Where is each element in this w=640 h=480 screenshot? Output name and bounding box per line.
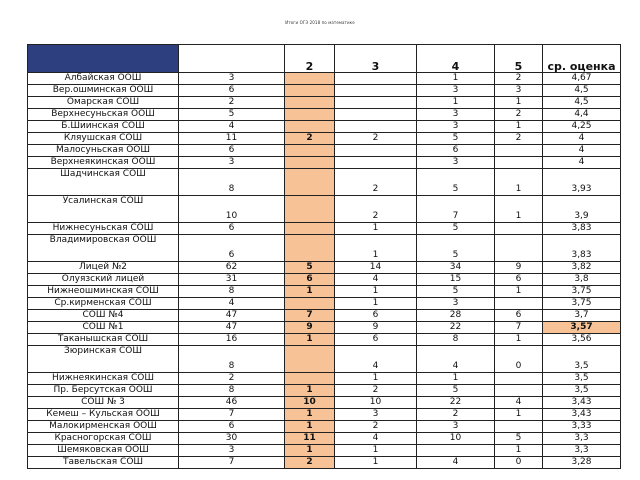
table-row <box>28 133 621 145</box>
grade-4-cell: 1 <box>417 373 495 385</box>
total-cell: 8 <box>179 385 285 397</box>
school-name-cell: Ср.кирменская СОШ <box>28 298 179 310</box>
grade-3-cell: 2 <box>335 421 417 433</box>
table-row <box>28 145 621 157</box>
average-cell: 4,5 <box>543 85 621 97</box>
grade-2-cell <box>285 373 335 385</box>
school-name-cell: Нижнеошминская СОШ <box>28 286 179 298</box>
grade-5-cell <box>495 421 543 433</box>
grade-4-cell: 28 <box>417 310 495 322</box>
table-row <box>28 433 621 445</box>
header-grade-3: 3 <box>335 45 417 73</box>
grade-2-cell: 1 <box>285 334 335 346</box>
header-average: ср. оценка <box>543 45 621 73</box>
grade-5-cell: 2 <box>495 109 543 121</box>
school-name-cell: Тавельская СОШ <box>28 457 179 469</box>
table-row <box>28 235 621 262</box>
school-name-cell: Шемяковская ООШ <box>28 445 179 457</box>
grade-5-cell <box>495 235 543 262</box>
grade-3-cell: 1 <box>335 286 417 298</box>
average-cell: 3,75 <box>543 286 621 298</box>
grade-4-cell: 4 <box>417 457 495 469</box>
table-row <box>28 121 621 133</box>
grade-5-cell <box>495 298 543 310</box>
grade-4-cell: 34 <box>417 262 495 274</box>
average-cell: 3,9 <box>543 196 621 223</box>
table-row <box>28 169 621 196</box>
grade-4-cell: 5 <box>417 169 495 196</box>
total-cell: 2 <box>179 97 285 109</box>
grade-2-cell: 1 <box>285 421 335 433</box>
grade-5-cell: 7 <box>495 322 543 334</box>
grade-5-cell: 2 <box>495 133 543 145</box>
total-cell: 6 <box>179 235 285 262</box>
table-row <box>28 262 621 274</box>
total-cell: 4 <box>179 121 285 133</box>
grade-2-cell <box>285 235 335 262</box>
school-name-cell: Омарская СОШ <box>28 97 179 109</box>
grade-5-cell: 6 <box>495 310 543 322</box>
grade-2-cell <box>285 346 335 373</box>
grade-3-cell: 9 <box>335 322 417 334</box>
grade-5-cell: 6 <box>495 274 543 286</box>
grade-3-cell: 1 <box>335 235 417 262</box>
grade-3-cell: 2 <box>335 385 417 397</box>
grade-5-cell: 3 <box>495 85 543 97</box>
grade-4-cell: 5 <box>417 235 495 262</box>
grade-4-cell: 3 <box>417 121 495 133</box>
grade-2-cell: 1 <box>285 445 335 457</box>
grade-4-cell: 5 <box>417 286 495 298</box>
grade-4-cell: 1 <box>417 97 495 109</box>
school-name-cell: Малосуньская ООШ <box>28 145 179 157</box>
grade-2-cell <box>285 109 335 121</box>
table-row <box>28 298 621 310</box>
grade-5-cell <box>495 385 543 397</box>
grade-5-cell: 0 <box>495 457 543 469</box>
grade-3-cell: 4 <box>335 346 417 373</box>
school-name-cell: Вер.ошминская ООШ <box>28 85 179 97</box>
grade-4-cell: 3 <box>417 85 495 97</box>
header-school <box>28 45 179 73</box>
school-name-cell: Лицей №2 <box>28 262 179 274</box>
grade-4-cell: 10 <box>417 433 495 445</box>
grade-4-cell: 5 <box>417 385 495 397</box>
table-row <box>28 109 621 121</box>
grade-2-cell <box>285 97 335 109</box>
header-grade-5: 5 <box>495 45 543 73</box>
grade-4-cell: 3 <box>417 421 495 433</box>
school-name-cell: Красногорская СОШ <box>28 433 179 445</box>
grade-4-cell: 3 <box>417 298 495 310</box>
page-title: Итоги ОГЭ 2018 по математике <box>285 20 355 25</box>
grade-2-cell <box>285 196 335 223</box>
total-cell: 46 <box>179 397 285 409</box>
average-cell: 3,83 <box>543 223 621 235</box>
header-grade-4: 4 <box>417 45 495 73</box>
total-cell: 6 <box>179 421 285 433</box>
table-row <box>28 421 621 433</box>
grade-3-cell: 4 <box>335 274 417 286</box>
school-name-cell: Усалинская СОШ <box>28 196 179 223</box>
grade-2-cell: 9 <box>285 322 335 334</box>
table-row <box>28 223 621 235</box>
total-cell: 3 <box>179 73 285 85</box>
average-cell: 3,3 <box>543 445 621 457</box>
average-cell: 3,28 <box>543 457 621 469</box>
grade-3-cell: 1 <box>335 298 417 310</box>
school-name-cell: Владимировская ООШ <box>28 235 179 262</box>
grade-4-cell: 6 <box>417 145 495 157</box>
grade-3-cell <box>335 85 417 97</box>
total-cell: 16 <box>179 334 285 346</box>
average-cell: 3,57 <box>543 322 621 334</box>
table-row <box>28 157 621 169</box>
header-total <box>179 45 285 73</box>
total-cell: 2 <box>179 373 285 385</box>
grade-3-cell: 6 <box>335 310 417 322</box>
grade-5-cell <box>495 157 543 169</box>
average-cell: 3,8 <box>543 274 621 286</box>
grade-5-cell: 1 <box>495 445 543 457</box>
school-name-cell: Таканышская СОШ <box>28 334 179 346</box>
grade-5-cell: 4 <box>495 397 543 409</box>
school-name-cell: Верхнеякинская ООШ <box>28 157 179 169</box>
grade-4-cell: 22 <box>417 322 495 334</box>
header-grade-2: 2 <box>285 45 335 73</box>
table-row <box>28 397 621 409</box>
school-name-cell: СОШ №4 <box>28 310 179 322</box>
grade-5-cell: 1 <box>495 286 543 298</box>
grade-4-cell: 15 <box>417 274 495 286</box>
grade-2-cell: 7 <box>285 310 335 322</box>
grade-2-cell <box>285 223 335 235</box>
grade-4-cell: 8 <box>417 334 495 346</box>
school-name-cell: Кляушская СОШ <box>28 133 179 145</box>
total-cell: 30 <box>179 433 285 445</box>
school-name-cell: Б.Шиинская СОШ <box>28 121 179 133</box>
average-cell: 4,25 <box>543 121 621 133</box>
total-cell: 7 <box>179 457 285 469</box>
grade-5-cell: 2 <box>495 73 543 85</box>
average-cell: 3,43 <box>543 409 621 421</box>
grade-3-cell: 14 <box>335 262 417 274</box>
grade-2-cell: 1 <box>285 286 335 298</box>
grade-2-cell <box>285 298 335 310</box>
grade-3-cell: 4 <box>335 433 417 445</box>
grade-2-cell: 10 <box>285 397 335 409</box>
school-name-cell: Нижнесуньская СОШ <box>28 223 179 235</box>
average-cell: 3,33 <box>543 421 621 433</box>
table-row <box>28 310 621 322</box>
table-row <box>28 97 621 109</box>
grade-5-cell <box>495 145 543 157</box>
school-name-cell: Шадчинская СОШ <box>28 169 179 196</box>
school-name-cell: Верхнесуньская ООШ <box>28 109 179 121</box>
total-cell: 31 <box>179 274 285 286</box>
grade-3-cell <box>335 97 417 109</box>
grade-3-cell: 1 <box>335 223 417 235</box>
grade-5-cell: 9 <box>495 262 543 274</box>
grade-2-cell <box>285 157 335 169</box>
average-cell: 3,82 <box>543 262 621 274</box>
school-name-cell: Нижнеякинская СОШ <box>28 373 179 385</box>
total-cell: 3 <box>179 157 285 169</box>
grade-5-cell: 1 <box>495 196 543 223</box>
grade-4-cell: 22 <box>417 397 495 409</box>
average-cell: 4,4 <box>543 109 621 121</box>
table-row <box>28 373 621 385</box>
grade-3-cell <box>335 109 417 121</box>
total-cell: 47 <box>179 310 285 322</box>
grade-4-cell: 3 <box>417 157 495 169</box>
grade-2-cell <box>285 145 335 157</box>
grade-5-cell: 1 <box>495 121 543 133</box>
average-cell: 3,43 <box>543 397 621 409</box>
grade-5-cell: 5 <box>495 433 543 445</box>
average-cell: 4 <box>543 157 621 169</box>
average-cell: 4 <box>543 145 621 157</box>
table-row <box>28 385 621 397</box>
grade-3-cell: 1 <box>335 445 417 457</box>
grade-2-cell: 1 <box>285 385 335 397</box>
grade-3-cell <box>335 145 417 157</box>
grade-4-cell: 3 <box>417 109 495 121</box>
total-cell: 8 <box>179 286 285 298</box>
grade-3-cell <box>335 121 417 133</box>
school-name-cell: Олуязский лицей <box>28 274 179 286</box>
grade-3-cell <box>335 157 417 169</box>
grade-3-cell: 2 <box>335 133 417 145</box>
total-cell: 7 <box>179 409 285 421</box>
grade-4-cell: 1 <box>417 73 495 85</box>
total-cell: 8 <box>179 169 285 196</box>
grade-5-cell: 1 <box>495 409 543 421</box>
grade-2-cell: 5 <box>285 262 335 274</box>
table-row <box>28 334 621 346</box>
table-row <box>28 73 621 85</box>
grade-3-cell: 2 <box>335 169 417 196</box>
average-cell: 3,83 <box>543 235 621 262</box>
grade-5-cell: 1 <box>495 334 543 346</box>
table-row <box>28 457 621 469</box>
total-cell: 6 <box>179 223 285 235</box>
total-cell: 5 <box>179 109 285 121</box>
total-cell: 62 <box>179 262 285 274</box>
table-row <box>28 274 621 286</box>
grade-2-cell <box>285 73 335 85</box>
school-name-cell: Албайская ООШ <box>28 73 179 85</box>
average-cell: 3,7 <box>543 310 621 322</box>
average-cell: 4,67 <box>543 73 621 85</box>
grade-5-cell: 1 <box>495 97 543 109</box>
table-row <box>28 322 621 334</box>
school-name-cell: Зюринская СОШ <box>28 346 179 373</box>
grade-3-cell: 3 <box>335 409 417 421</box>
grade-5-cell: 1 <box>495 169 543 196</box>
grade-4-cell <box>417 445 495 457</box>
total-cell: 47 <box>179 322 285 334</box>
school-name-cell: Малокирменская ООШ <box>28 421 179 433</box>
total-cell: 4 <box>179 298 285 310</box>
grade-2-cell: 11 <box>285 433 335 445</box>
total-cell: 6 <box>179 145 285 157</box>
school-name-cell: Кемеш – Кульская ООШ <box>28 409 179 421</box>
grade-3-cell: 6 <box>335 334 417 346</box>
grade-2-cell <box>285 169 335 196</box>
grade-3-cell <box>335 73 417 85</box>
grade-4-cell: 5 <box>417 223 495 235</box>
total-cell: 11 <box>179 133 285 145</box>
average-cell: 3,75 <box>543 298 621 310</box>
grade-4-cell: 7 <box>417 196 495 223</box>
grade-2-cell: 1 <box>285 409 335 421</box>
average-cell: 3,93 <box>543 169 621 196</box>
table-row <box>28 85 621 97</box>
grade-3-cell: 2 <box>335 196 417 223</box>
grade-5-cell <box>495 223 543 235</box>
grade-4-cell: 2 <box>417 409 495 421</box>
grade-2-cell: 2 <box>285 133 335 145</box>
grade-4-cell: 5 <box>417 133 495 145</box>
average-cell: 3,5 <box>543 373 621 385</box>
average-cell: 3,3 <box>543 433 621 445</box>
table-row <box>28 286 621 298</box>
grade-4-cell: 4 <box>417 346 495 373</box>
total-cell: 3 <box>179 445 285 457</box>
grade-3-cell: 1 <box>335 373 417 385</box>
total-cell: 6 <box>179 85 285 97</box>
average-cell: 3,5 <box>543 385 621 397</box>
grade-2-cell: 2 <box>285 457 335 469</box>
grade-2-cell <box>285 121 335 133</box>
average-cell: 3,5 <box>543 346 621 373</box>
total-cell: 8 <box>179 346 285 373</box>
grade-5-cell <box>495 373 543 385</box>
average-cell: 4,5 <box>543 97 621 109</box>
school-name-cell: Пр. Берсутская ООШ <box>28 385 179 397</box>
table-row <box>28 196 621 223</box>
school-name-cell: СОШ № 3 <box>28 397 179 409</box>
total-cell: 10 <box>179 196 285 223</box>
table-row <box>28 445 621 457</box>
results-table <box>27 44 621 469</box>
school-name-cell: СОШ №1 <box>28 322 179 334</box>
grade-3-cell: 10 <box>335 397 417 409</box>
grade-2-cell: 6 <box>285 274 335 286</box>
table-row <box>28 346 621 373</box>
average-cell: 3,56 <box>543 334 621 346</box>
average-cell: 4 <box>543 133 621 145</box>
table-row <box>28 409 621 421</box>
header-row <box>28 45 621 73</box>
grade-5-cell: 0 <box>495 346 543 373</box>
grade-3-cell: 1 <box>335 457 417 469</box>
grade-2-cell <box>285 85 335 97</box>
